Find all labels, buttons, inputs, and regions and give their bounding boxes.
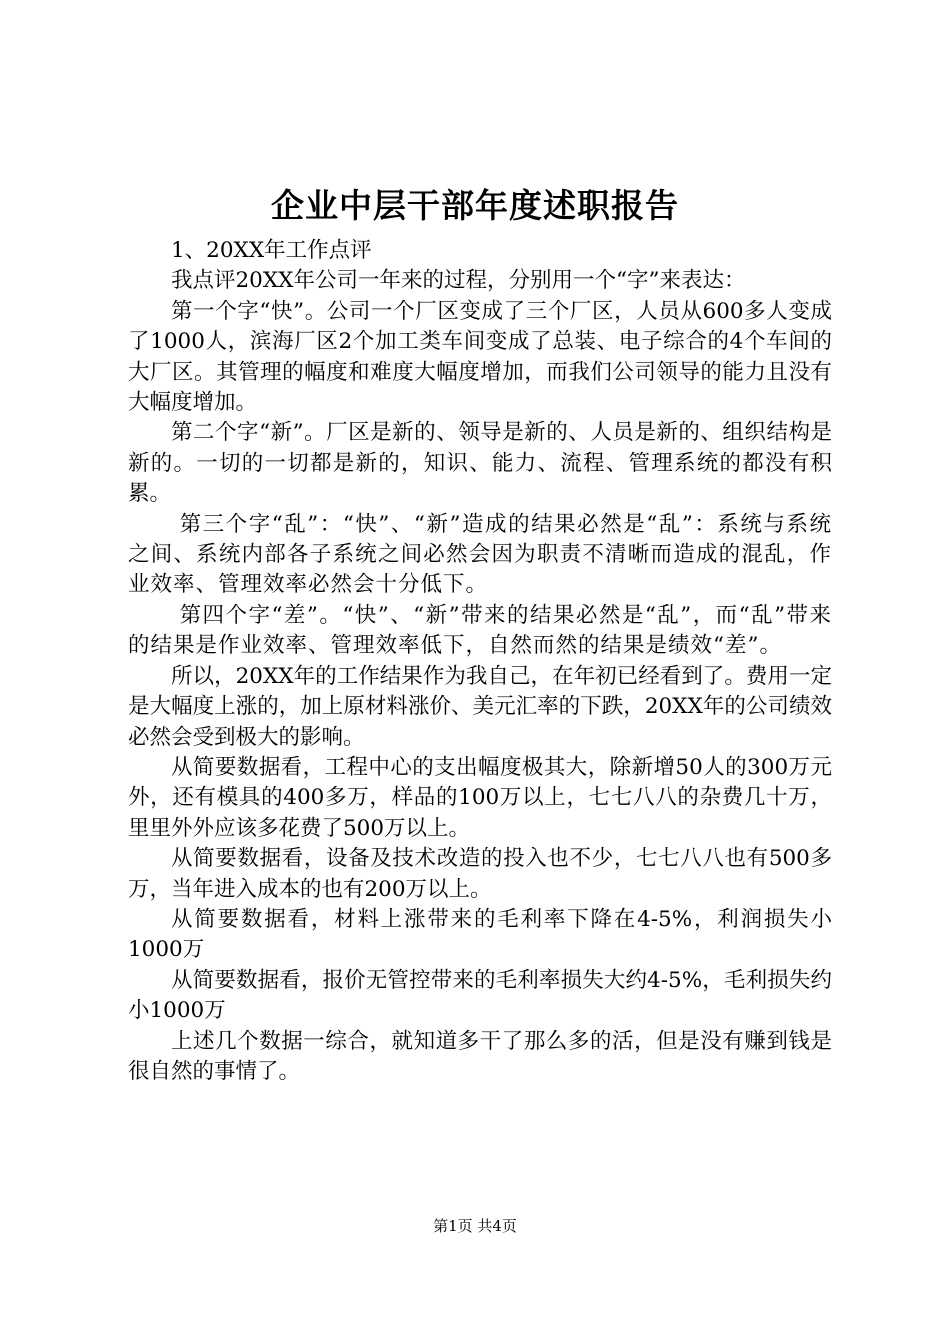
paragraph-word-new: 第二个字“新”。厂区是新的、领导是新的、人员是新的、组织结构是新的。一切的一切都是新的，知识、能力、流程、管理系统的都没有积累。 xyxy=(128,420,832,507)
paragraph-equipment-data: 从简要数据看，设备及技术改造的投入也不少，七七八八也有500多万，当年进入成本的也有200万以上。 xyxy=(128,846,832,902)
paragraph-quote-data: 从简要数据看，报价无管控带来的毛利率损失大约4-5%，毛利损失约小1000万 xyxy=(128,967,832,1024)
document-title: 企业中层干部年度述职报告 xyxy=(271,186,679,225)
page-number-footer: 第1页 共4页 xyxy=(433,1217,517,1235)
paragraph-material-data: 从简要数据看，材料上涨带来的毛利率下降在4-5%，利润损失小1000万 xyxy=(128,906,832,963)
document-body xyxy=(128,236,832,1087)
paragraph-section-heading: 1、20XX年工作点评 xyxy=(171,238,372,263)
paragraph-word-chaos: 第三个字“乱”：“快”、“新”造成的结果必然是“乱”：系统与系统之间、系统内部各子系统之间必然会因为职责不清晰而造成的混乱，作业效率、管理效率必然会十分低下。 xyxy=(128,511,832,598)
paragraph-intro: 我点评20XX年公司一年来的过程，分别用一个“字”来表达： xyxy=(171,268,746,294)
paragraph-engineering-data: 从简要数据看，工程中心的支出幅度极其大，除新增50人的300万元外，还有模具的400多万，样品的100万以上，七七八八的杂费几十万，里里外外应该多花费了500万以上。 xyxy=(128,754,832,841)
paragraph-word-poor: 第四个字“差”。“快”、“新”带来的结果必然是“乱”，而“乱”带来的结果是作业效率、管理效率低下，自然而然的结果是绩效“差”。 xyxy=(128,602,832,659)
paragraph-summary: 上述几个数据一综合，就知道多干了那么多的活，但是没有赚到钱是很自然的事情了。 xyxy=(128,1028,832,1084)
paragraph-conclusion-year: 所以，20XX年的工作结果作为我自己，在年初已经看到了。费用一定是大幅度上涨的，加上原材料涨价、美元汇率的下跌，20XX年的公司绩效必然会受到极大的影响。 xyxy=(128,663,832,750)
paragraph-word-fast: 第一个字“快”。公司一个厂区变成了三个厂区，人员从600多人变成了1000人，滨海厂区2个加工类车间变成了总装、电子综合的4个车间的大厂区。其管理的幅度和难度大幅度增加，而我们公司领导的能力且没有大幅度增加。 xyxy=(128,298,832,416)
